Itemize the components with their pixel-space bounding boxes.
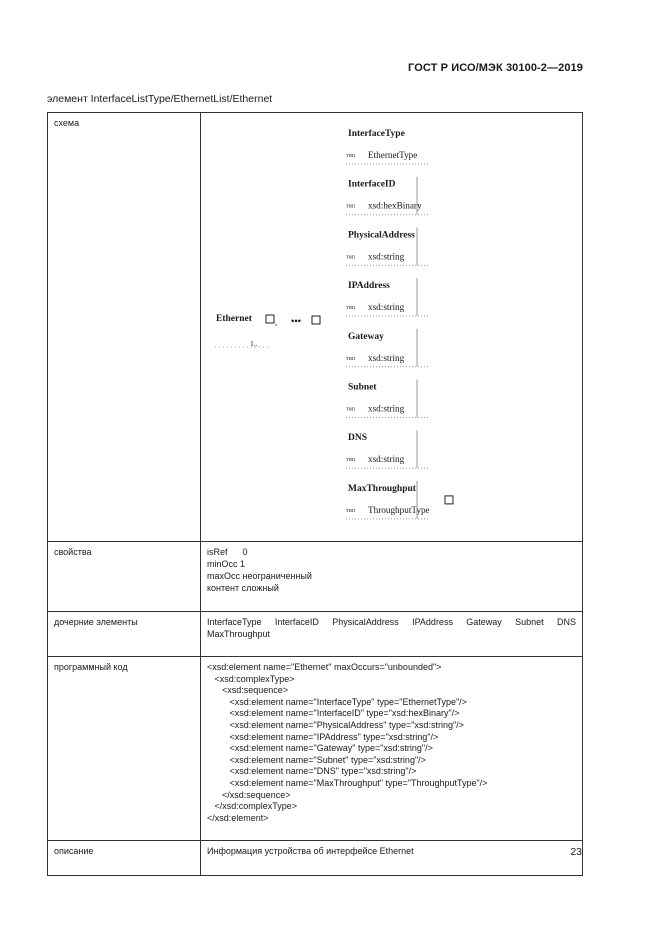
property-maxocc: maxOcc неограниченный: [207, 570, 312, 581]
sequence-compositor-icon: •••: [291, 317, 301, 327]
element-spec-table: [47, 112, 583, 876]
element-name: PhysicalAddress: [348, 230, 415, 241]
element-type: xsd:string: [368, 352, 405, 363]
schema-svg: [201, 113, 595, 531]
type-prefix: тип: [346, 457, 356, 464]
code-line: <xsd:element name="IPAddress" type="xsd:string"/>: [229, 731, 439, 742]
element-type: xsd:string: [368, 454, 405, 465]
root-element-name: Ethernet: [216, 314, 252, 324]
element-name: Gateway: [348, 331, 384, 342]
children-label: дочерние элементы: [48, 612, 201, 657]
code-line: </xsd:complexType>: [214, 801, 298, 812]
type-prefix: тип: [346, 153, 356, 159]
schema-cell: [201, 113, 583, 542]
code-line: <xsd:element name="Gateway" type="xsd:string"/>: [229, 743, 433, 754]
type-prefix: тип: [346, 355, 356, 362]
properties-label: свойства: [48, 542, 201, 612]
schema-element-subnet: [346, 380, 430, 418]
property-minocc: minOcc 1: [207, 558, 246, 569]
schema-element-gateway: [346, 329, 430, 367]
properties-row: [48, 542, 583, 612]
sequence-expand-icon: [312, 316, 320, 324]
element-type: xsd:string: [368, 403, 405, 414]
code-line: <xsd:complexType>: [214, 673, 295, 684]
code-row: [48, 657, 583, 841]
description-row: [48, 841, 583, 876]
code-line: <xsd:element name="DNS" type="xsd:string"/>: [229, 766, 417, 777]
children-row: [48, 612, 583, 657]
schema-row: [48, 113, 583, 542]
type-prefix: тип: [346, 254, 356, 261]
code-line: <xsd:element name="Subnet" type="xsd:string"/>: [229, 754, 426, 765]
schema-element-maxthroughput: [346, 481, 453, 519]
properties-value: [201, 542, 583, 612]
element-name: IPAddress: [348, 281, 390, 292]
description-value: Информация устройства об интерфейсе Ethernet: [201, 841, 583, 876]
element-name: InterfaceID: [348, 179, 396, 190]
code-line: <xsd:element name="MaxThroughput" type="ThroughputType"/>: [229, 777, 488, 788]
type-prefix: тип: [346, 305, 356, 312]
description-label: описание: [48, 841, 201, 876]
type-prefix: тип: [346, 203, 356, 210]
element-type: ThroughputType: [368, 504, 430, 515]
element-name: Subnet: [348, 382, 377, 393]
schema-diagram: [201, 113, 582, 531]
type-prefix: тип: [346, 406, 356, 413]
element-name: DNS: [348, 433, 368, 444]
code-line: </xsd:sequence>: [222, 789, 291, 800]
element-type: EthernetType: [368, 150, 418, 160]
schema-label: схема: [48, 113, 201, 542]
schema-element-dns: [346, 430, 430, 468]
element-caption: элемент InterfaceListType/EthernetList/Ethernet: [47, 93, 273, 105]
code-line: <xsd:element name="Ethernet" maxOccurs="unbounded">: [207, 662, 442, 672]
code-block: [207, 662, 576, 824]
schema-element-physicaladdress: [346, 227, 430, 265]
code-line: <xsd:element name="InterfaceType" type="EthernetType"/>: [229, 696, 467, 707]
code-line: <xsd:sequence>: [222, 685, 289, 696]
children-value: InterfaceType InterfaceID PhysicalAddress IPAddress Gateway Subnet DNS MaxThroughput: [201, 612, 583, 657]
type-prefix: тип: [346, 507, 356, 514]
schema-elements: [346, 129, 453, 519]
schema-element-interfaceid: [346, 177, 430, 215]
property-isref: isRef 0: [207, 547, 248, 557]
maxthroughput-expand-icon: [445, 496, 453, 504]
element-name: MaxThroughput: [348, 483, 416, 494]
element-type: xsd:string: [368, 302, 405, 313]
document-standard-header: ГОСТ Р ИСО/МЭК 30100-2—2019: [408, 62, 583, 74]
root-expand-icon: [266, 315, 274, 323]
code-line: <xsd:element name="PhysicalAddress" type="xsd:string"/>: [229, 719, 464, 730]
property-content: контент сложный: [207, 582, 279, 593]
schema-element-interfacetype: [346, 129, 430, 164]
code-label: программный код: [48, 657, 201, 841]
element-type: xsd:string: [368, 251, 405, 262]
code-line: </xsd:element>: [207, 812, 269, 823]
schema-element-ipaddress: [346, 278, 430, 316]
code-value: [201, 657, 583, 841]
code-line: <xsd:element name="InterfaceID" type="xsd:hexBinary"/>: [229, 708, 460, 719]
root-cardinality: 1..: [250, 339, 258, 348]
element-type: xsd:hexBinary: [368, 200, 422, 211]
page-number: 23: [570, 846, 582, 858]
element-name: InterfaceType: [348, 129, 405, 139]
